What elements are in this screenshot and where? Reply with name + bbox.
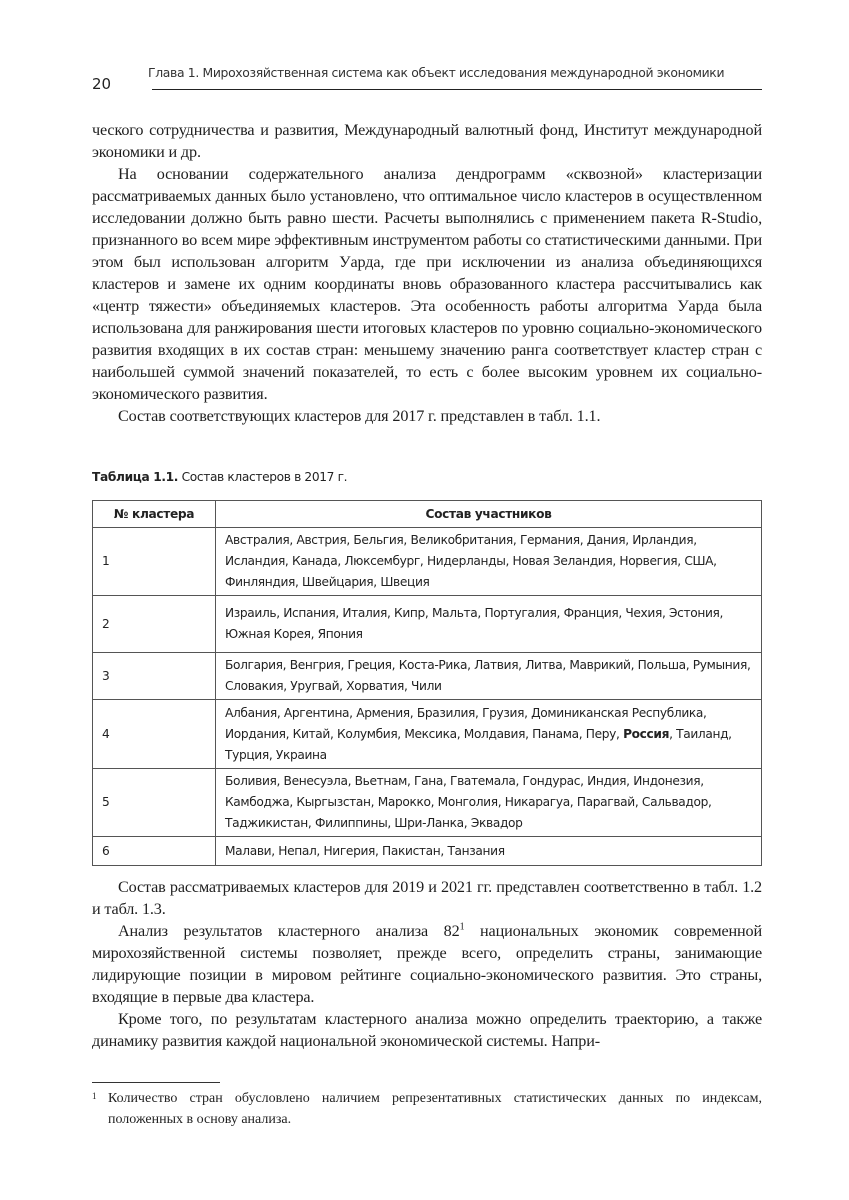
paragraph: Кроме того, по результатам кластерного анализа можно определить траекторию, а также динамику развития каждой национальной экономической системы. Напри-: [92, 1010, 762, 1050]
clusters-table: [92, 500, 762, 866]
paragraph: Состав соответствующих кластеров для 2017 г. представлен в табл. 1.1.: [118, 407, 601, 425]
cluster-number: 4: [93, 700, 216, 769]
footnote-text: Количество стран обусловлено наличием репрезентативных статистических данных по индексам, положенных в основу анализа.: [108, 1091, 762, 1127]
paragraph: [92, 920, 762, 1008]
table-caption-text: Состав кластеров в 2017 г.: [178, 470, 348, 484]
highlighted-country: Россия: [623, 726, 670, 741]
paragraph: ческого сотрудничества и развития, Международный валютный фонд, Институт международной экономики и др.: [92, 121, 762, 161]
table-row: [93, 769, 762, 837]
footnote: [92, 1088, 762, 1130]
running-header: [0, 0, 849, 100]
table-row: [93, 653, 762, 700]
header-rule: [152, 89, 762, 90]
body-text-top: [92, 119, 762, 427]
cluster-members: Малави, Непал, Нигерия, Пакистан, Танзания: [216, 837, 762, 866]
cluster-number: 2: [93, 596, 216, 653]
table-row: [93, 528, 762, 596]
cluster-members: [216, 700, 762, 769]
table-row: [93, 596, 762, 653]
paragraph: Состав рассматриваемых кластеров для 2019 и 2021 гг. представлен соответственно в табл. 1.2 и табл. 1.3.: [92, 878, 762, 918]
cluster-members: Болгария, Венгрия, Греция, Коста-Рика, Латвия, Литва, Маврикий, Польша, Румыния, Словакия, Уругвай, Хорватия, Чили: [216, 653, 762, 700]
paragraph: На основании содержательного анализа дендрограмм «сквозной» кластеризации рассматриваемых данных было установлено, что оптимальное число кластеров в осуществленном исследовании должно быть равно шести. Расчеты выполнялись с применением пакета R-Studio, признанного во всем мире эффективным инструментом работы со статистическими данными. При этом был использован алгоритм Уарда, где при исключении из анализа объединяющихся кластеров и замене их одним координаты вновь образованного кластера рассчитывались как «центр тяжести» объединяемых кластеров. Эта особенность работы алгоритма Уарда была использована для ранжирования шести итоговых кластеров по уровню социально-экономического развития входящих в их состав стран: меньшему значению ранга соответствует кластер стран с наибольшей суммой значений показателей, то есть с более высоким уровнем их социально-экономического развития.: [92, 165, 762, 403]
cluster-members: Израиль, Испания, Италия, Кипр, Мальта, Португалия, Франция, Чехия, Эстония, Южная Корея, Япония: [216, 596, 762, 653]
cluster-number: 3: [93, 653, 216, 700]
table-header-row: [93, 501, 762, 528]
column-header-members: Состав участников: [216, 501, 762, 528]
cluster-members: Боливия, Венесуэла, Вьетнам, Гана, Гватемала, Гондурас, Индия, Индонезия, Камбоджа, Кыргызстан, Марокко, Монголия, Никарагуа, Парагвай, Сальвадор, Таджикистан, Филиппины, Шри-Ланка, Эквадор: [216, 769, 762, 837]
footnote-reference[interactable]: 1: [459, 921, 465, 933]
table-caption: [92, 470, 347, 484]
cluster-number: 5: [93, 769, 216, 837]
chapter-title: Глава 1. Мирохозяйственная система как объект исследования международной экономики: [148, 65, 725, 80]
body-text-bottom: [92, 876, 762, 1052]
paragraph-text: национальных экономик современной мирохозяйственной системы позволяет, прежде всего, определить страны, занимающие лидирующие позиции в мировом рейтинге социально-экономического развития. Это страны, входящие в первые два кластера.: [92, 922, 762, 1006]
table-row: [93, 837, 762, 866]
members-text: , Таиланд, Турция, Украина: [225, 726, 732, 762]
footnote-separator: [92, 1082, 220, 1083]
cluster-number: 1: [93, 528, 216, 596]
column-header-cluster-number: № кластера: [93, 501, 216, 528]
paragraph-text: Анализ результатов кластерного анализа 82: [118, 922, 460, 940]
table-caption-label: Таблица 1.1.: [92, 470, 179, 484]
table-row: [93, 700, 762, 769]
cluster-members: Австралия, Австрия, Бельгия, Великобритания, Германия, Дания, Ирландия, Исландия, Канада, Люксембург, Нидерланды, Новая Зеландия, Норвегия, США, Финляндия, Швейцария, Швеция: [216, 528, 762, 596]
footnote-mark: 1: [92, 1091, 97, 1101]
page-number: 20: [92, 75, 112, 93]
members-text: Албания, Аргентина, Армения, Бразилия, Грузия, Доминиканская Республика, Иордания, Китай, Колумбия, Мексика, Молдавия, Панама, Перу,: [225, 705, 707, 741]
cluster-number: 6: [93, 837, 216, 866]
